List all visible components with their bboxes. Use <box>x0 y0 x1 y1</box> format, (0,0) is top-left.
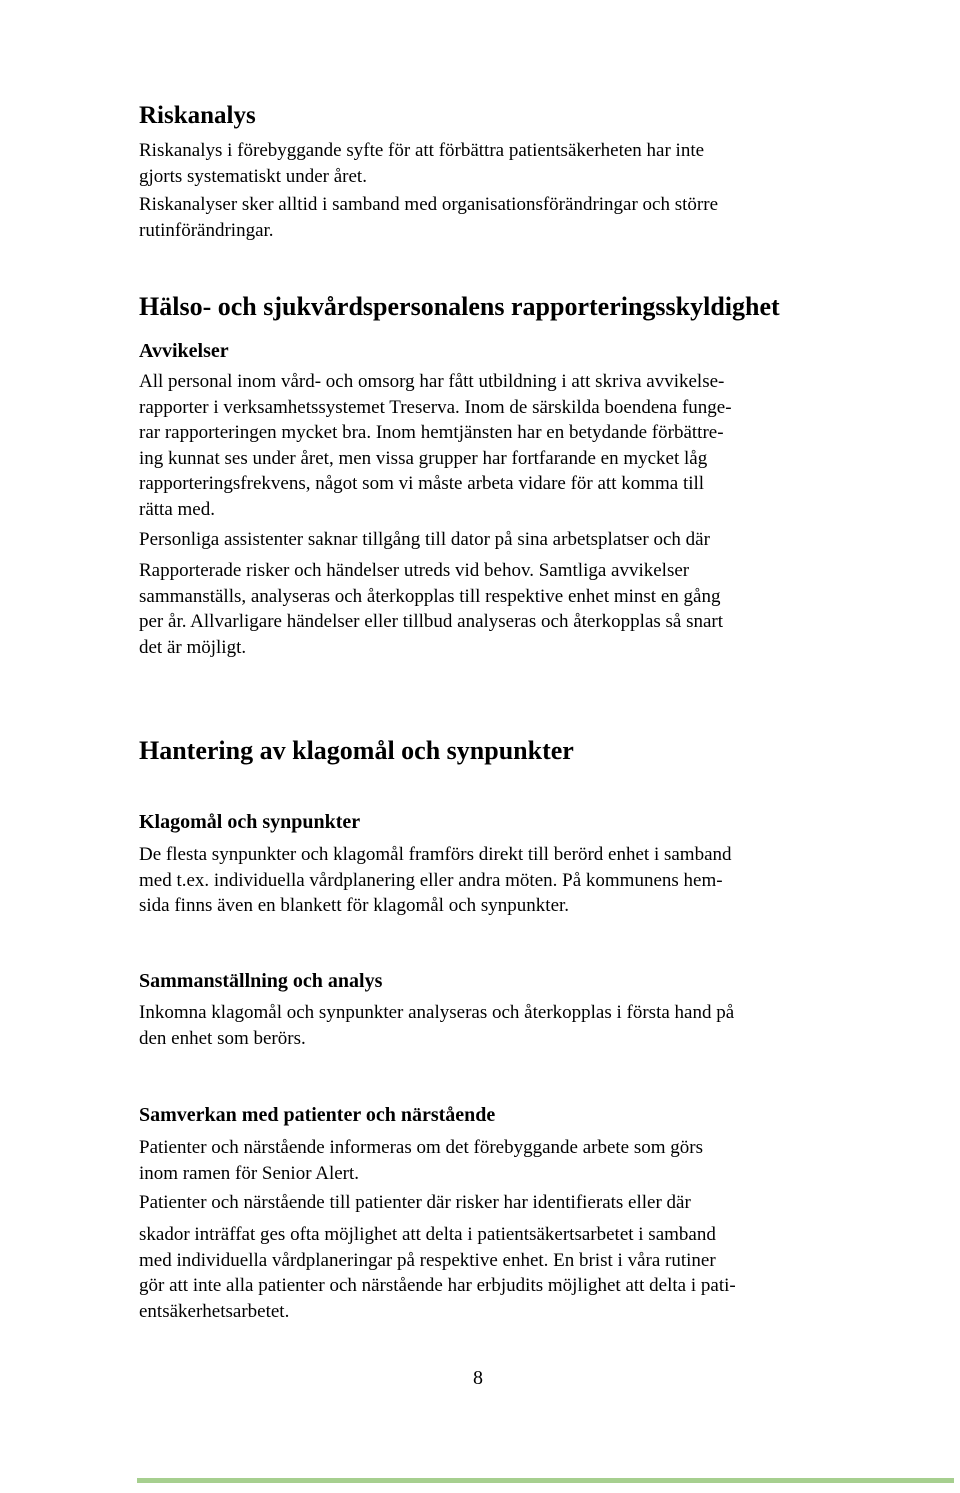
paragraph-samverkan-2 <box>139 1190 691 1216</box>
text-line: Rapporterade risker och händelser utreds vid behov. Samtliga avvikelser <box>139 560 690 581</box>
subheading-samverkan: Samverkan med patienter och närstående <box>139 1104 496 1126</box>
text-line: Personliga assistenter saknar tillgång till dator på sina arbetsplatser och där <box>139 529 710 550</box>
text-line: sammanställs, analyseras och återkopplas till respektive enhet minst en gång <box>139 585 721 607</box>
text-line: All personal inom vård- och omsorg har fått utbildning i att skriva avvikelse- <box>139 371 725 392</box>
text-line: Patienter och närstående informeras om det förebyggande arbete som görs <box>139 1137 703 1158</box>
text-line: rutinförändringar. <box>139 219 274 241</box>
paragraph-sammanstallning-analys <box>139 1000 734 1051</box>
heading-riskanalys: Riskanalys <box>139 102 256 129</box>
paragraph-riskanalys-2 <box>139 192 718 243</box>
heading-hantering-klagomal: Hantering av klagomål och synpunkter <box>139 736 574 765</box>
text-line: rar rapporteringen mycket bra. Inom hemtjänsten har en betydande förbättre- <box>139 422 724 443</box>
text-line: skador inträffat ges ofta möjlighet att delta i patientsäkertsarbetet i samband <box>139 1224 716 1245</box>
paragraph-samverkan-3 <box>139 1222 736 1324</box>
paragraph-samverkan-1 <box>139 1135 703 1186</box>
text-line: per år. Allvarligare händelser eller tillbud analyseras och återkopplas så snart <box>139 611 724 632</box>
subheading-sammanstallning-analys: Sammanställning och analys <box>139 970 383 992</box>
text-line: rapporter i verksamhetssystemet Treserva. Inom de särskilda boendena funge- <box>139 396 732 418</box>
paragraph-avvikelser-2 <box>139 527 710 553</box>
footer-rule <box>137 1478 954 1483</box>
subheading-avvikelser: Avvikelser <box>139 340 229 362</box>
paragraph-avvikelser-1 <box>139 369 732 522</box>
paragraph-riskanalys-1 <box>139 138 704 189</box>
text-line: Riskanalys i förebyggande syfte för att förbättra patientsäkerheten har inte <box>139 140 705 161</box>
text-line: Inkomna klagomål och synpunkter analyseras och återkopplas i första hand på <box>139 1002 735 1023</box>
subheading-klagomal-synpunkter: Klagomål och synpunkter <box>139 811 361 833</box>
text-line: Patienter och närstående till patienter där risker har identifierats eller där <box>139 1192 691 1213</box>
text-line: entsäkerhetsarbetet. <box>139 1300 290 1322</box>
text-line: gjorts systematiskt under året. <box>139 165 367 187</box>
text-line: sida finns även en blankett för klagomål och synpunkter. <box>139 895 570 916</box>
text-line: det är möjligt. <box>139 636 247 658</box>
paragraph-avvikelser-3 <box>139 558 723 660</box>
text-line: De flesta synpunkter och klagomål framförs direkt till berörd enhet i samband <box>139 844 732 865</box>
text-line: med t.ex. individuella vårdplanering eller andra möten. På kommunens hem- <box>139 869 723 891</box>
page-number: 8 <box>473 1367 483 1389</box>
text-line: rapporteringsfrekvens, något som vi måste arbeta vidare för att komma till <box>139 473 705 494</box>
text-line: med individuella vårdplaneringar på respektive enhet. En brist i våra rutiner <box>139 1249 716 1271</box>
text-line: rätta med. <box>139 498 215 520</box>
paragraph-klagomal-synpunkter <box>139 842 732 919</box>
text-line: Riskanalyser sker alltid i samband med organisationsförändringar och större <box>139 194 718 215</box>
text-line: den enhet som berörs. <box>139 1027 306 1049</box>
text-line: inom ramen för Senior Alert. <box>139 1162 360 1184</box>
text-line: ing kunnat ses under året, men vissa grupper har fortfarande en mycket låg <box>139 447 708 469</box>
text-line: gör att inte alla patienter och närstående har erbjudits möjlighet att delta i pati- <box>139 1275 736 1296</box>
heading-rapporteringsskyldighet: Hälso- och sjukvårdspersonalens rapporteringsskyldighet <box>139 292 780 321</box>
